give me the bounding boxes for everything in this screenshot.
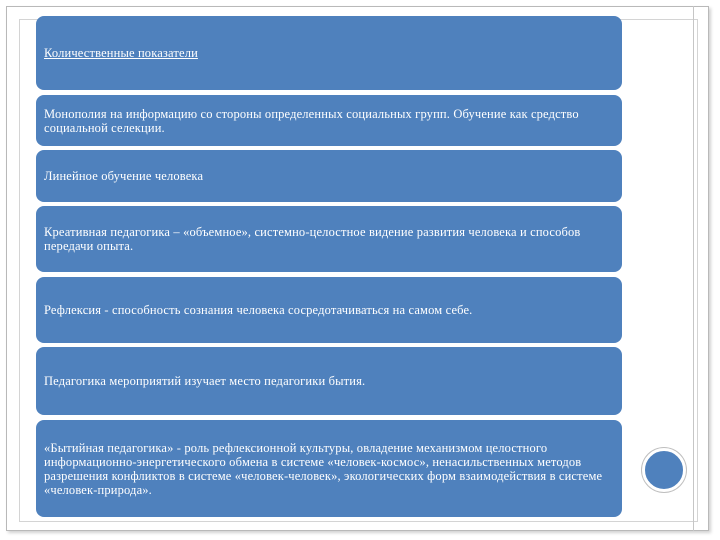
box-3-text: Линейное обучение человека [44, 169, 204, 183]
box-reflection [36, 277, 622, 343]
box-6-text: Педагогика мероприятий изучает место педагогики бытия. [44, 374, 366, 388]
box-2-text: Монополия на информацию со стороны определенных социальных групп. Обучение как средство социальной селекции. [44, 106, 579, 135]
box-4-text: Креативная педагогика – «объемное», системно-целостное видение развития человека и способов передачи опыта. [44, 225, 581, 253]
box-1-text: Количественные показатели [44, 46, 198, 60]
decorative-circle-icon [642, 448, 686, 492]
box-quantitative-indicators [36, 16, 622, 90]
box-information-monopoly [36, 95, 622, 146]
box-being-pedagogy [36, 420, 622, 517]
box-event-pedagogy [36, 347, 622, 415]
right-divider-line [693, 6, 694, 531]
box-5-text: Рефлексия - способность сознания человека сосредотачиваться на самом себе. [44, 303, 473, 317]
box-linear-learning [36, 150, 622, 202]
box-7-text: «Бытийная педагогика» - роль рефлексионной культуры, овладение механизмом целостного информационно-энергетического обмена в системе «человек-космос», ненасильственных методов разрешения конфликтов в системе «человек-человек», экологических форм взаимодействия в системе «человек-природа». [44, 440, 603, 497]
box-creative-pedagogy [36, 206, 622, 272]
